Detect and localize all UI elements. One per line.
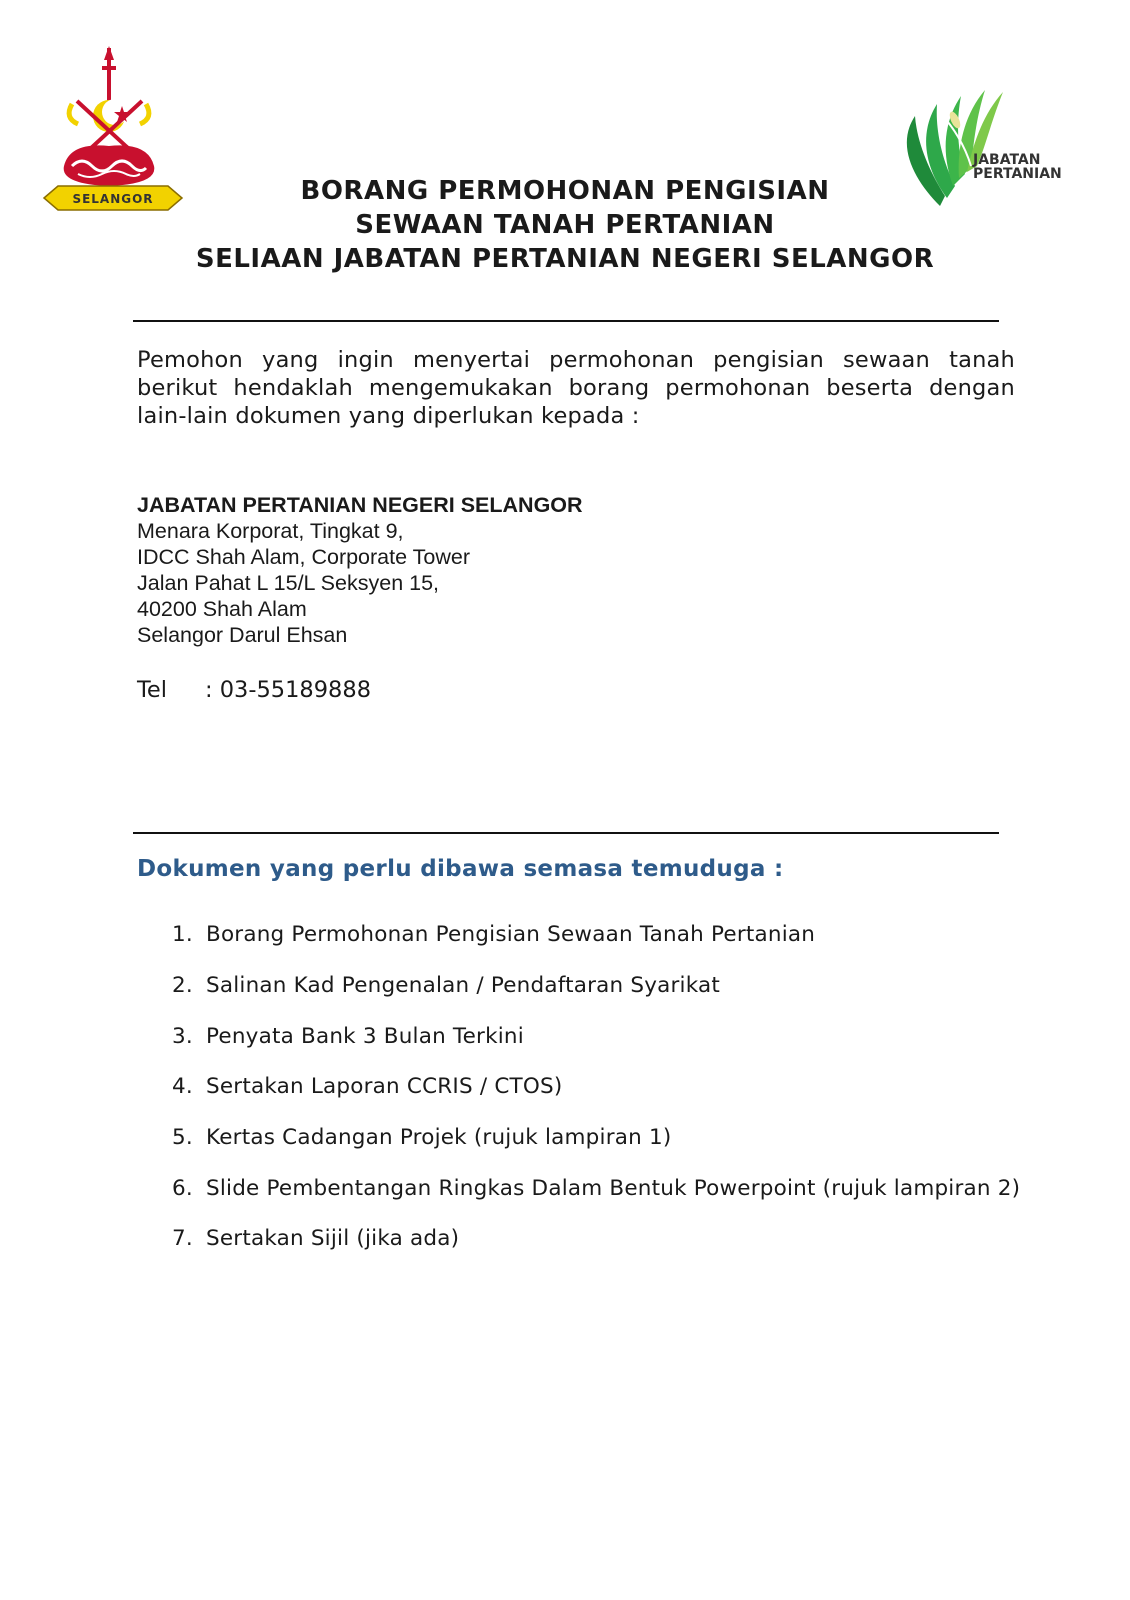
svg-text:JABATAN: JABATAN — [973, 152, 1041, 168]
address-line: 40200 Shah Alam — [137, 597, 307, 621]
form-title-line-3: SELIAAN JABATAN PERTANIAN NEGERI SELANGOR — [195, 244, 935, 274]
address-line: Jalan Pahat L 15/L Seksyen 15, — [137, 571, 440, 595]
form-title-line-1: BORANG PERMOHONAN PENGISIAN — [300, 176, 830, 206]
divider-bottom — [133, 832, 999, 834]
item-text: Sertakan Sijil (jika ada) — [206, 1226, 460, 1251]
item-text: Kertas Cadangan Projek (rujuk lampiran 1) — [206, 1125, 672, 1150]
item-number: 7. — [172, 1226, 193, 1251]
address-line: Menara Korporat, Tingkat 9, — [137, 519, 404, 543]
item-number: 4. — [172, 1074, 193, 1099]
item-number: 6. — [172, 1176, 193, 1201]
telephone-label: Tel — [137, 677, 168, 703]
document-item — [172, 1024, 524, 1049]
item-text: Salinan Kad Pengenalan / Pendaftaran Syarikat — [206, 973, 721, 998]
item-number: 3. — [172, 1024, 193, 1049]
item-text: Sertakan Laporan CCRIS / CTOS) — [206, 1074, 563, 1099]
document-item — [172, 1176, 1020, 1201]
item-text: Borang Permohonan Pengisian Sewaan Tanah Pertanian — [206, 922, 816, 947]
divider-top — [133, 320, 999, 322]
document-item — [172, 1226, 459, 1251]
form-title-line-2: SEWAAN TANAH PERTANIAN — [355, 210, 775, 240]
item-number: 1. — [172, 922, 193, 947]
address-line: IDCC Shah Alam, Corporate Tower — [137, 545, 470, 569]
telephone — [137, 677, 371, 703]
address-line: Selangor Darul Ehsan — [137, 623, 348, 647]
document-item — [172, 922, 815, 947]
item-number: 5. — [172, 1125, 193, 1150]
intro-paragraph: Pemohon yang ingin menyertai permohonan pengisian sewaan tanah berikut hendaklah mengemukakan borang permohonan beserta dengan lain-lain dokumen yang diperlukan kepada : — [137, 347, 1015, 429]
svg-text:SELANGOR: SELANGOR — [72, 192, 154, 206]
document-item — [172, 1074, 562, 1099]
documents-heading: Dokumen yang perlu dibawa semasa temuduga : — [137, 856, 784, 882]
document-item — [172, 973, 720, 998]
item-number: 2. — [172, 973, 193, 998]
item-text: Penyata Bank 3 Bulan Terkini — [206, 1024, 524, 1049]
svg-text:PERTANIAN: PERTANIAN — [973, 166, 1062, 182]
document-item — [172, 1125, 671, 1150]
address-name: JABATAN PERTANIAN NEGERI SELANGOR — [137, 493, 583, 517]
telephone-value: : 03-55189888 — [205, 677, 372, 703]
item-text: Slide Pembentangan Ringkas Dalam Bentuk Powerpoint (rujuk lampiran 2) — [206, 1176, 1021, 1201]
